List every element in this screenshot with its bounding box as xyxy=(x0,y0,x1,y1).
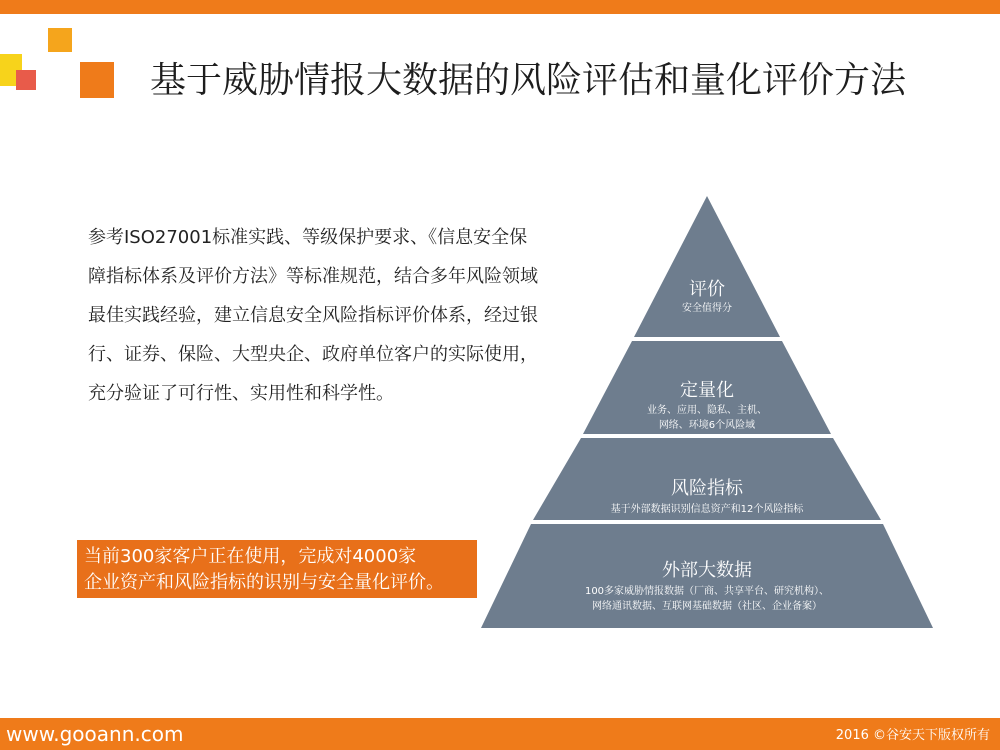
footer-bar xyxy=(0,718,1000,750)
level-3-title: 风险指标 xyxy=(671,478,743,499)
level-2-desc-2: 网络、环境6个风险域 xyxy=(658,420,756,431)
body-paragraph: 参考ISO27001标准实践、等级保护要求、《信息安全保障指标体系及评价方法》等标准规范，结合多年风险领域最佳实践经验，建立信息安全风险指标评价体系，经过银行、证券、保险、大型央企、政府单位客户的实际使用，充分验证了可行性、实用性和科学性。 xyxy=(88,227,538,404)
level-1-desc: 安全值得分 xyxy=(682,303,732,314)
level-4-desc-2: 网络通讯数据、互联网基础数据（社区、企业备案） xyxy=(592,601,822,612)
page-title: 基于威胁情报大数据的风险评估和量化评价方法 xyxy=(150,60,907,101)
level-4-desc-1: 100多家威胁情报数据（厂商、共享平台、研究机构）、 xyxy=(584,586,830,597)
footer-website-link[interactable]: www.gooann.com xyxy=(6,722,184,746)
callout-line-2: 企业资产和风险指标的识别与安全量化评价。 xyxy=(84,572,444,593)
callout-line-1: 当前300家客户正在使用，完成对4000家 xyxy=(84,546,417,567)
pyramid-level-1 xyxy=(634,196,780,337)
footer-copyright: 2016 ©谷安天下版权所有 xyxy=(835,728,990,743)
level-2-desc-1: 业务、应用、隐私、主机、 xyxy=(647,405,767,416)
level-4-title: 外部大数据 xyxy=(662,560,752,581)
level-2-title: 定量化 xyxy=(680,380,734,401)
level-1-title: 评价 xyxy=(689,279,725,300)
level-3-desc: 基于外部数据识别信息资产和12个风险指标 xyxy=(610,504,804,515)
